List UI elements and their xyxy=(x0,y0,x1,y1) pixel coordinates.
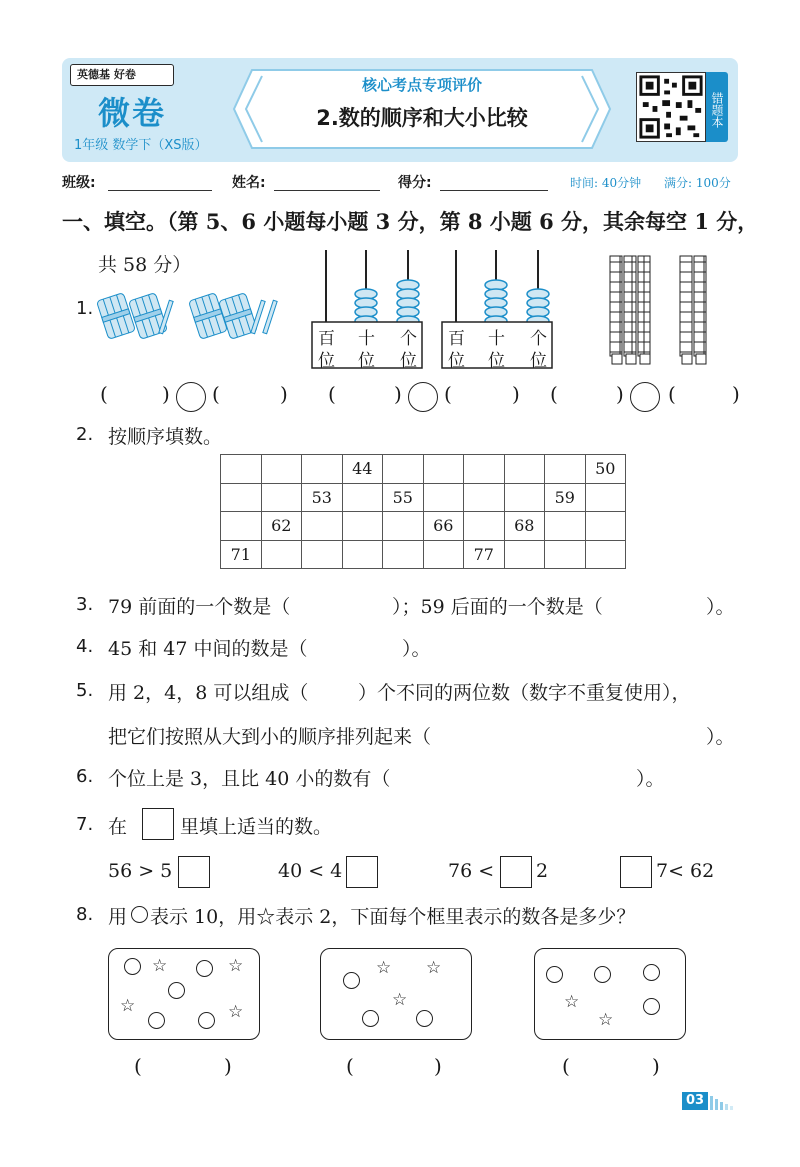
q8-number: 8. xyxy=(76,904,94,925)
grid-cell-blank[interactable] xyxy=(221,483,262,512)
stick-bundles-picture xyxy=(96,290,286,340)
q4-answer[interactable] xyxy=(330,634,400,658)
q1-answer-2-close: ) xyxy=(280,382,288,406)
circle-icon xyxy=(124,958,141,975)
q5-number: 5. xyxy=(76,680,94,701)
number-grid xyxy=(220,454,626,569)
q5-answer-order[interactable] xyxy=(492,722,702,746)
q1-answer-5[interactable]: ( xyxy=(550,382,558,406)
q3-text-a: 79 前面的一个数是（ xyxy=(108,596,291,618)
grid-cell-blank[interactable] xyxy=(261,540,302,569)
banner-subtitle: 核心考点专项评价 xyxy=(361,76,482,94)
circle-icon xyxy=(168,982,185,999)
q3-text-b: ）；59 后面的一个数是（ xyxy=(392,596,603,618)
q7-number: 7. xyxy=(76,814,94,835)
q2-number: 2. xyxy=(76,424,94,445)
grid-cell-blank[interactable] xyxy=(423,540,464,569)
star-icon: ☆ xyxy=(376,958,392,978)
class-label: 班级: xyxy=(62,175,96,191)
circle-icon xyxy=(643,964,660,981)
q7-item-3-right: 2 xyxy=(536,860,549,882)
q7-item-3-left: 76 < xyxy=(448,860,495,882)
circle-icon xyxy=(196,960,213,977)
grid-cell-blank[interactable] xyxy=(302,540,343,569)
circle-icon xyxy=(594,966,611,983)
abacus1-label-shi: 十 xyxy=(358,329,375,349)
q3-number: 3. xyxy=(76,594,94,615)
grid-cell-given: 62 xyxy=(261,512,302,541)
q5-text-c: 把它们按照从大到小的顺序排列起来（ xyxy=(108,726,432,748)
grid-cell-blank[interactable] xyxy=(302,512,343,541)
grid-cell-blank[interactable] xyxy=(221,512,262,541)
q1-answer-1-close: ) xyxy=(162,382,170,406)
grid-cell-blank[interactable] xyxy=(545,512,586,541)
abacus2-wei-2: 位 xyxy=(488,351,505,371)
abacus2-wei-3: 位 xyxy=(530,351,547,371)
star-icon: ☆ xyxy=(120,996,136,1016)
circle-icon xyxy=(362,1010,379,1027)
grid-cell-blank[interactable] xyxy=(423,483,464,512)
q7-text-b: 里填上适当的数。 xyxy=(180,816,333,838)
star-icon: ☆ xyxy=(152,956,168,976)
circle-symbol-icon xyxy=(131,906,148,923)
grade-label: 1年级 数学下（XS版） xyxy=(74,138,208,153)
grid-cell-given: 59 xyxy=(545,483,586,512)
q7-item-4-box[interactable] xyxy=(620,856,652,888)
full-score: 满分: 100分 xyxy=(664,176,731,190)
q5-text-d: ）。 xyxy=(706,726,735,748)
section-heading: 一、填空。（第 5、6 小题每小题 3 分，第 8 小题 6 分，其余每空 1 分， xyxy=(62,209,759,234)
grid-cell-blank[interactable] xyxy=(585,540,626,569)
star-icon: ☆ xyxy=(598,1010,614,1030)
score-label: 得分: xyxy=(398,175,432,191)
grid-cell-blank[interactable] xyxy=(545,540,586,569)
grid-cell-blank[interactable] xyxy=(302,455,343,484)
star-icon: ☆ xyxy=(564,992,580,1012)
q7-item-3-box[interactable] xyxy=(500,856,532,888)
star-icon: ☆ xyxy=(228,956,244,976)
page-title: 2.数的顺序和大小比较 xyxy=(316,106,528,130)
q8-answer-2-close: ) xyxy=(434,1054,442,1078)
q7-item-1-box[interactable] xyxy=(178,856,210,888)
q1-answer-2[interactable]: ( xyxy=(212,382,220,406)
q2-text: 按顺序填数。 xyxy=(108,426,223,448)
grid-cell-given: 55 xyxy=(383,483,424,512)
score-field[interactable] xyxy=(440,190,548,191)
grid-cell-blank[interactable] xyxy=(383,540,424,569)
q1-answer-3[interactable]: ( xyxy=(328,382,336,406)
star-icon: ☆ xyxy=(228,1002,244,1022)
grid-cell-given: 53 xyxy=(302,483,343,512)
brand-tag: 英德基 好卷 xyxy=(70,64,174,86)
abacus1-wei-3: 位 xyxy=(400,351,417,371)
grid-cell-blank[interactable] xyxy=(261,483,302,512)
q1-answer-3-close: ) xyxy=(394,382,402,406)
q5-answer-count[interactable] xyxy=(318,678,358,702)
grid-cell-blank[interactable] xyxy=(504,540,545,569)
abacus1-wei-1: 位 xyxy=(318,351,335,371)
q3-text-c: ）。 xyxy=(706,596,735,618)
abacus1-label-bai: 百 xyxy=(318,329,335,349)
abacus1-wei-2: 位 xyxy=(358,351,375,371)
brand-title: 微卷 xyxy=(98,94,167,132)
grid-cell-blank[interactable] xyxy=(464,455,505,484)
grid-cell-given: 44 xyxy=(342,455,383,484)
q6-text-b: ）。 xyxy=(636,768,665,790)
grid-cell-blank[interactable] xyxy=(585,483,626,512)
grid-cell-blank[interactable] xyxy=(545,455,586,484)
q7-item-1-left: 56 > 5 xyxy=(108,860,173,882)
q4-text-a: 45 和 47 中间的数是（ xyxy=(108,638,308,660)
q3-answer-2[interactable] xyxy=(634,592,704,616)
q8-answer-1[interactable]: ( xyxy=(134,1054,142,1078)
circle-icon xyxy=(643,998,660,1015)
abacus2-label-bai: 百 xyxy=(448,329,465,349)
q1-answer-4[interactable]: ( xyxy=(444,382,452,406)
q5-text-b: ）个不同的两位数（数字不重复使用）， xyxy=(358,682,691,704)
bars-decoration-icon xyxy=(710,1094,740,1110)
circle-icon xyxy=(416,1010,433,1027)
circle-icon xyxy=(546,966,563,983)
q4-text-b: ）。 xyxy=(402,638,431,660)
grid-cell-given: 68 xyxy=(504,512,545,541)
grid-cell-blank[interactable] xyxy=(504,455,545,484)
grid-cell-blank[interactable] xyxy=(221,455,262,484)
q1-answer-1[interactable]: ( xyxy=(100,382,108,406)
mistake-book-label: 错题本 xyxy=(706,72,728,142)
grid-cell-blank[interactable] xyxy=(464,512,505,541)
cube-rods-picture xyxy=(608,252,718,368)
grid-cell-blank[interactable] xyxy=(342,512,383,541)
name-label: 姓名: xyxy=(232,175,266,191)
q1-number: 1. xyxy=(76,298,94,319)
grid-row xyxy=(221,512,626,541)
q8-answer-3[interactable]: ( xyxy=(562,1054,570,1078)
q1-answer-6[interactable]: ( xyxy=(668,382,676,406)
star-icon: ☆ xyxy=(426,958,442,978)
circle-icon xyxy=(148,1012,165,1029)
q7-text-a: 在 xyxy=(108,816,128,838)
time-limit: 时间: 40分钟 xyxy=(570,176,642,190)
q3-answer-1[interactable] xyxy=(310,592,390,616)
abacus2-label-ge: 个 xyxy=(530,329,547,349)
q4-number: 4. xyxy=(76,636,94,657)
q7-item-4-right: 7< 62 xyxy=(656,860,715,882)
circle-icon xyxy=(343,972,360,989)
star-icon: ☆ xyxy=(392,990,408,1010)
q5-text-a: 用 2，4，8 可以组成（ xyxy=(108,682,309,704)
circle-icon xyxy=(198,1012,215,1029)
grid-cell-blank[interactable] xyxy=(585,512,626,541)
grid-cell-blank[interactable] xyxy=(342,483,383,512)
abacus2-wei-1: 位 xyxy=(448,351,465,371)
q1-answer-5-close: ) xyxy=(616,382,624,406)
q8-text-b: 表示 10，用☆表示 2，下面每个框里表示的数各是多少？ xyxy=(150,906,636,928)
q1-compare-circle-1[interactable] xyxy=(176,382,206,412)
page-number: 03 xyxy=(682,1092,708,1110)
grid-cell-blank[interactable] xyxy=(261,455,302,484)
grid-cell-blank[interactable] xyxy=(383,512,424,541)
grid-cell-blank[interactable] xyxy=(423,455,464,484)
qr-code-icon[interactable] xyxy=(636,72,706,142)
grid-cell-given: 66 xyxy=(423,512,464,541)
q8-answer-1-close: ) xyxy=(224,1054,232,1078)
grid-cell-blank[interactable] xyxy=(383,455,424,484)
grid-cell-blank[interactable] xyxy=(464,483,505,512)
grid-cell-given: 71 xyxy=(221,540,262,569)
q8-answer-2[interactable]: ( xyxy=(346,1054,354,1078)
q1-answer-4-close: ) xyxy=(512,382,520,406)
grid-cell-blank[interactable] xyxy=(504,483,545,512)
q6-text-a: 个位上是 3，且比 40 小的数有（ xyxy=(108,768,391,790)
grid-cell-blank[interactable] xyxy=(342,540,383,569)
q1-compare-circle-3[interactable] xyxy=(630,382,660,412)
q6-number: 6. xyxy=(76,766,94,787)
grid-row xyxy=(221,455,626,484)
q1-compare-circle-2[interactable] xyxy=(408,382,438,412)
q1-answer-6-close: ) xyxy=(732,382,740,406)
q7-item-2-left: 40 < 4 xyxy=(278,860,343,882)
q7-item-2-box[interactable] xyxy=(346,856,378,888)
section-heading-cont: 共 58 分） xyxy=(98,254,192,276)
abacus1-label-ge: 个 xyxy=(400,329,417,349)
q8-answer-3-close: ) xyxy=(652,1054,660,1078)
grid-cell-given: 77 xyxy=(464,540,505,569)
q8-text-a: 用 xyxy=(108,906,128,928)
class-field[interactable] xyxy=(108,190,212,191)
grid-cell-given: 50 xyxy=(585,455,626,484)
name-field[interactable] xyxy=(274,190,380,191)
abacus2-label-shi: 十 xyxy=(488,329,505,349)
grid-row xyxy=(221,483,626,512)
grid-row xyxy=(221,540,626,569)
q6-answer[interactable] xyxy=(434,764,634,788)
q7-example-box xyxy=(142,808,174,840)
